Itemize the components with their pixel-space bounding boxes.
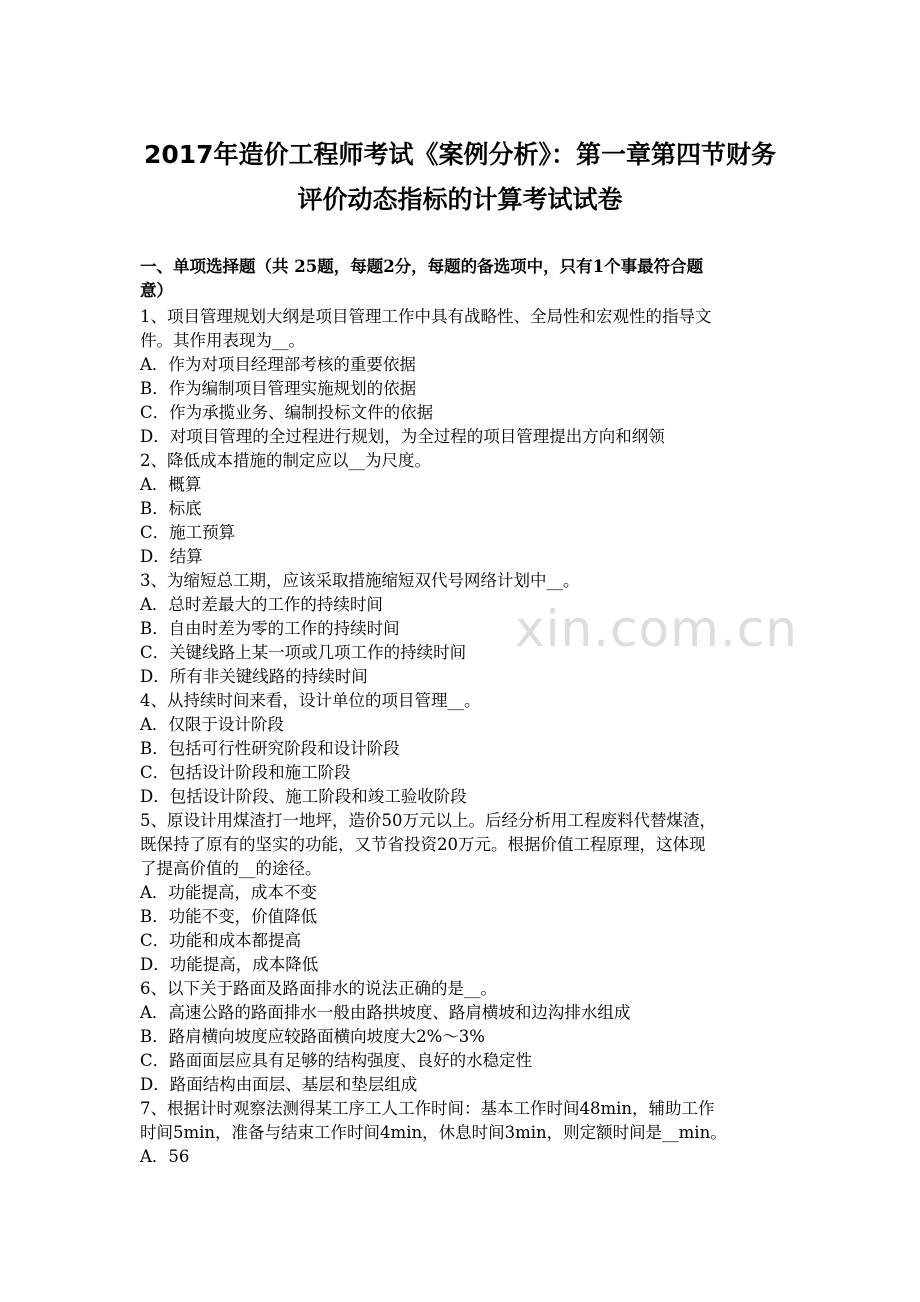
- answer-option: D．所有非关键线路的持续时间: [140, 667, 368, 686]
- answer-option: C．关键线路上某一项或几项工作的持续时间: [140, 643, 467, 662]
- section-heading-line-2: 意）: [140, 281, 173, 300]
- answer-option: B．功能不变，价值降低: [140, 907, 318, 926]
- answer-option: D．包括设计阶段、施工阶段和竣工验收阶段: [140, 787, 467, 806]
- question-block: [140, 809, 790, 977]
- answer-option: D．对项目管理的全过程进行规划，为全过程的项目管理提出方向和纲领: [140, 427, 665, 446]
- answer-option: C．施工预算: [140, 523, 236, 542]
- question-block: [140, 305, 790, 449]
- answer-option: B．作为编制项目管理实施规划的依据: [140, 379, 417, 398]
- answer-option: A．高速公路的路面排水一般由路拱坡度、路肩横坡和边沟排水组成: [140, 1003, 631, 1022]
- answer-option: D．路面结构由面层、基层和垫层组成: [140, 1075, 418, 1094]
- answer-option: B．路肩横向坡度应较路面横向坡度大2%～3%: [140, 1027, 485, 1046]
- question-block: [140, 1097, 790, 1169]
- document-title-line-1: 2017年造价工程师考试《案例分析》：第一章第四节财务: [143, 140, 777, 169]
- question-stem-line: 1、项目管理规划大纲是项目管理工作中具有战略性、全局性和宏观性的指导文: [140, 307, 712, 326]
- answer-option: D．功能提高，成本降低: [140, 955, 319, 974]
- question-stem-line: 5、原设计用煤渣打一地坪，造价50万元以上。后经分析用工程废料代替煤渣，: [140, 811, 716, 830]
- document-title-line-2: 评价动态指标的计算考试试卷: [297, 185, 623, 214]
- question-stem-line: 了提高价值的__的途径。: [140, 859, 322, 878]
- answer-option: A．仅限于设计阶段: [140, 715, 284, 734]
- answer-option: A．56: [140, 1147, 190, 1166]
- section-heading: [140, 255, 790, 303]
- answer-option: C．包括设计阶段和施工阶段: [140, 763, 351, 782]
- answer-option: B．自由时差为零的工作的持续时间: [140, 619, 400, 638]
- answer-option: B．标底: [140, 499, 202, 518]
- question-block: [140, 449, 790, 569]
- answer-option: C．功能和成本都提高: [140, 931, 302, 950]
- question-block: [140, 977, 790, 1097]
- question-block: [140, 569, 790, 689]
- answer-option: A．概算: [140, 475, 202, 494]
- answer-option: A．总时差最大的工作的持续时间: [140, 595, 383, 614]
- question-stem-line: 3、为缩短总工期，应该采取措施缩短双代号网络计划中__。: [140, 571, 580, 590]
- question-stem-line: 件。其作用表现为__。: [140, 331, 305, 350]
- section-heading-line-1: 一、单项选择题（共 25题，每题2分，每题的备选项中，只有1个事最符合题: [140, 257, 704, 276]
- question-stem-line: 2、降低成本措施的制定应以__为尺度。: [140, 451, 431, 470]
- question-block: [140, 689, 790, 809]
- answer-option: A．作为对项目经理部考核的重要依据: [140, 355, 416, 374]
- question-stem-line: 既保持了原有的坚实的功能，又节省投资20万元。根据价值工程原理，这体现: [140, 835, 706, 854]
- question-stem-line: 6、以下关于路面及路面排水的说法正确的是__。: [140, 979, 497, 998]
- answer-option: C．路面面层应具有足够的结构强度、良好的水稳定性: [140, 1051, 533, 1070]
- question-stem-line: 7、根据计时观察法测得某工序工人工作时间：基本工作时间48min，辅助工作: [140, 1099, 715, 1118]
- answer-option: D．结算: [140, 547, 203, 566]
- watermark: xin.com.cn: [515, 600, 798, 658]
- question-stem-line: 4、从持续时间来看，设计单位的项目管理__。: [140, 691, 481, 710]
- answer-option: A．功能提高，成本不变: [140, 883, 317, 902]
- exam-content: [140, 255, 790, 1169]
- answer-option: B．包括可行性研究阶段和设计阶段: [140, 739, 400, 758]
- question-stem-line: 时间5min，准备与结束工作时间4min，休息时间3min，则定额时间是__min。: [140, 1123, 727, 1142]
- question-list: [140, 305, 790, 1169]
- answer-option: C．作为承揽业务、编制投标文件的依据: [140, 403, 434, 422]
